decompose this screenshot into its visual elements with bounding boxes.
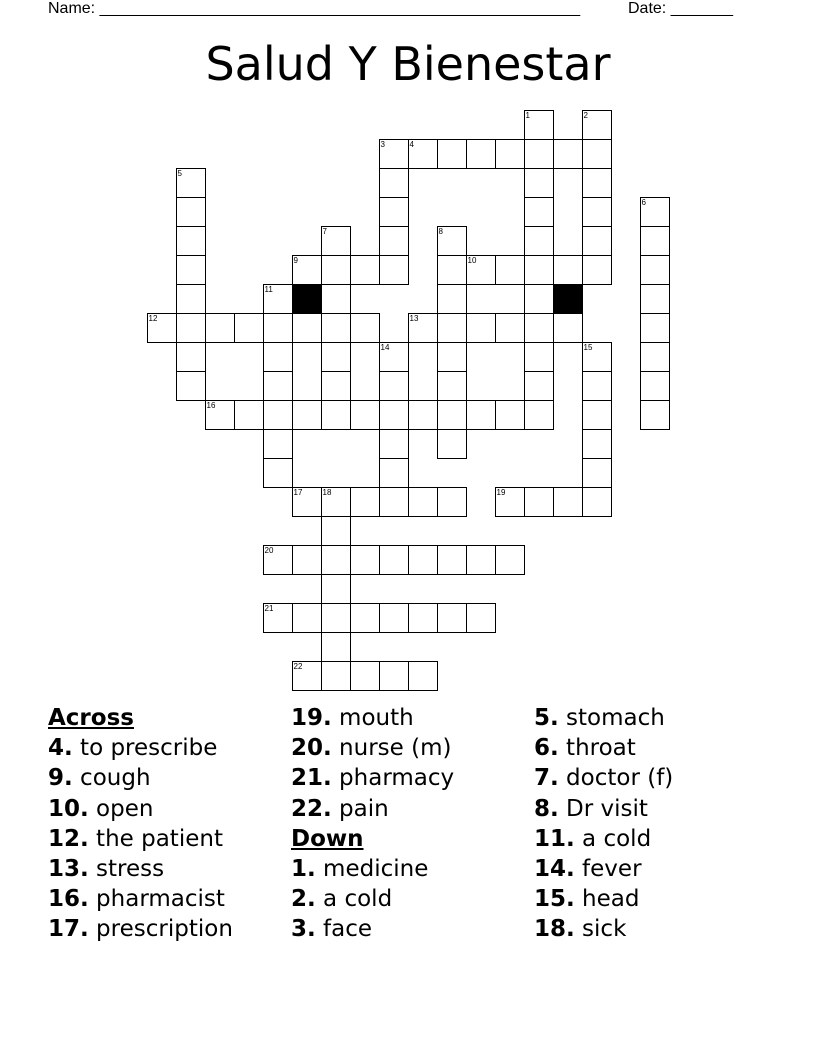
- clue-item-number: 18.: [534, 916, 575, 943]
- clue-item-text: throat: [558, 735, 636, 762]
- clue-item-number: 3.: [291, 916, 316, 943]
- clue-item: [48, 854, 233, 884]
- grid-cell[interactable]: [582, 487, 612, 517]
- grid-cell[interactable]: [292, 603, 322, 633]
- clue-item: [48, 733, 233, 763]
- clue-item-text: doctor (f): [558, 765, 674, 792]
- clue-item-number: 11.: [534, 825, 575, 852]
- clue-item-number: 15.: [534, 886, 575, 913]
- grid-cell[interactable]: [379, 139, 409, 169]
- clue-item: [48, 794, 233, 824]
- page-title: Salud Y Bienestar: [205, 37, 611, 91]
- grid-cell[interactable]: [379, 603, 409, 633]
- grid-cell[interactable]: [524, 487, 554, 517]
- date-field-label[interactable]: Date: _______: [628, 0, 733, 17]
- grid-cell[interactable]: [321, 603, 351, 633]
- grid-cell[interactable]: [176, 197, 206, 227]
- grid-cell[interactable]: [350, 603, 380, 633]
- clue-item-text: medicine: [315, 855, 429, 882]
- clue-item: [48, 884, 233, 914]
- clue-item-number: 17.: [48, 916, 89, 943]
- grid-cell[interactable]: [205, 400, 235, 430]
- name-field-label[interactable]: Name: ______________________________________________________: [48, 0, 581, 17]
- grid-cell[interactable]: [582, 458, 612, 488]
- clue-item-number: 10.: [48, 795, 89, 822]
- clue-column-1: [48, 703, 233, 945]
- grid-cell[interactable]: [640, 226, 670, 256]
- grid-cell[interactable]: [321, 342, 351, 372]
- grid-cell[interactable]: [379, 226, 409, 256]
- grid-cell[interactable]: [524, 371, 554, 401]
- grid-cell[interactable]: [640, 197, 670, 227]
- grid-cell[interactable]: [321, 313, 351, 343]
- grid-cell[interactable]: [495, 487, 525, 517]
- clue-item: [291, 884, 454, 914]
- grid-cell[interactable]: [437, 487, 467, 517]
- clue-heading-text: Across: [48, 705, 134, 731]
- clue-item-number: 1.: [291, 855, 316, 882]
- grid-cell[interactable]: [321, 574, 351, 604]
- grid-cell[interactable]: [379, 168, 409, 198]
- clue-number: 8: [438, 226, 443, 236]
- grid-cell[interactable]: [466, 139, 496, 169]
- clue-column-3: [534, 703, 673, 945]
- clue-item-text: nurse (m): [331, 735, 452, 762]
- grid-cell[interactable]: [640, 313, 670, 343]
- clue-item-text: cough: [72, 765, 151, 792]
- grid-cell[interactable]: [582, 139, 612, 169]
- grid-cell[interactable]: [321, 516, 351, 546]
- clue-number: 10: [467, 255, 477, 265]
- clue-item: [291, 794, 454, 824]
- grid-cell[interactable]: [408, 313, 438, 343]
- grid-cell[interactable]: [292, 400, 322, 430]
- grid-cell[interactable]: [379, 545, 409, 575]
- grid-cell[interactable]: [176, 226, 206, 256]
- clue-item-text: pharmacy: [331, 765, 455, 792]
- grid-cell[interactable]: [553, 487, 583, 517]
- grid-cell[interactable]: [437, 545, 467, 575]
- grid-cell[interactable]: [263, 313, 293, 343]
- clue-number: 6: [641, 197, 646, 207]
- grid-cell[interactable]: [379, 197, 409, 227]
- grid-cell[interactable]: [524, 197, 554, 227]
- clue-item-text: a cold: [574, 825, 652, 852]
- clue-item-number: 7.: [534, 765, 559, 792]
- grid-cell[interactable]: [466, 545, 496, 575]
- clue-number: 15: [583, 342, 593, 352]
- grid-cell[interactable]: [437, 371, 467, 401]
- grid-cell[interactable]: [495, 400, 525, 430]
- grid-cell[interactable]: [176, 255, 206, 285]
- grid-cell[interactable]: [582, 400, 612, 430]
- grid-cell[interactable]: [524, 139, 554, 169]
- grid-cell[interactable]: [640, 342, 670, 372]
- grid-cell[interactable]: [582, 226, 612, 256]
- clue-item-number: 16.: [48, 886, 89, 913]
- clue-item-number: 6.: [534, 735, 559, 762]
- grid-cell[interactable]: [176, 313, 206, 343]
- black-cell: [553, 284, 583, 314]
- grid-cell[interactable]: [263, 371, 293, 401]
- grid-cell[interactable]: [176, 168, 206, 198]
- grid-cell[interactable]: [495, 545, 525, 575]
- grid-cell[interactable]: [408, 400, 438, 430]
- grid-cell[interactable]: [234, 400, 264, 430]
- clue-item-text: open: [88, 795, 154, 822]
- grid-cell[interactable]: [553, 139, 583, 169]
- clue-number: 18: [322, 487, 332, 497]
- grid-cell[interactable]: [379, 400, 409, 430]
- clue-item: [291, 763, 454, 793]
- grid-cell[interactable]: [292, 661, 322, 691]
- clue-item: [534, 854, 673, 884]
- grid-cell[interactable]: [582, 371, 612, 401]
- clue-item-text: stomach: [558, 705, 665, 731]
- grid-cell[interactable]: [292, 487, 322, 517]
- clue-item-text: face: [315, 916, 373, 943]
- grid-cell[interactable]: [176, 371, 206, 401]
- grid-cell[interactable]: [437, 284, 467, 314]
- grid-cell[interactable]: [379, 342, 409, 372]
- grid-cell[interactable]: [408, 545, 438, 575]
- clue-item-text: fever: [574, 855, 642, 882]
- grid-cell[interactable]: [321, 545, 351, 575]
- grid-cell[interactable]: [321, 400, 351, 430]
- grid-cell[interactable]: [437, 226, 467, 256]
- grid-cell[interactable]: [437, 603, 467, 633]
- grid-cell[interactable]: [640, 371, 670, 401]
- clue-item: [291, 703, 454, 733]
- grid-cell[interactable]: [292, 255, 322, 285]
- grid-cell[interactable]: [176, 284, 206, 314]
- clue-item-number: 2.: [291, 886, 316, 913]
- clue-item-text: head: [574, 886, 640, 913]
- grid-cell[interactable]: [524, 226, 554, 256]
- grid-cell[interactable]: [466, 255, 496, 285]
- clue-number: 20: [264, 545, 274, 555]
- clue-number: 12: [148, 313, 158, 323]
- clue-item: [291, 733, 454, 763]
- grid-cell[interactable]: [524, 255, 554, 285]
- grid-cell[interactable]: [495, 255, 525, 285]
- clue-item-text: pharmacist: [88, 886, 225, 913]
- grid-cell[interactable]: [640, 400, 670, 430]
- clue-item-number: 8.: [534, 795, 559, 822]
- grid-cell[interactable]: [321, 226, 351, 256]
- grid-cell[interactable]: [640, 255, 670, 285]
- grid-cell[interactable]: [408, 661, 438, 691]
- clue-item-text: Dr visit: [558, 795, 648, 822]
- clue-heading: [291, 824, 454, 854]
- grid-cell[interactable]: [350, 313, 380, 343]
- grid-cell[interactable]: [379, 487, 409, 517]
- clue-column-2: [291, 703, 454, 945]
- clue-item-number: 9.: [48, 765, 73, 792]
- clue-item-text: a cold: [315, 886, 393, 913]
- grid-cell[interactable]: [524, 400, 554, 430]
- clue-number: 13: [409, 313, 419, 323]
- grid-cell[interactable]: [321, 255, 351, 285]
- clue-number: 17: [293, 487, 303, 497]
- clue-item-number: 14.: [534, 855, 575, 882]
- clue-item-number: 13.: [48, 855, 89, 882]
- clue-number: 9: [293, 255, 298, 265]
- grid-cell[interactable]: [147, 313, 177, 343]
- clue-item: [291, 854, 454, 884]
- grid-cell[interactable]: [408, 139, 438, 169]
- clue-number: 1: [525, 110, 530, 120]
- clue-item-text: prescription: [88, 916, 233, 943]
- clue-number: 21: [264, 603, 274, 613]
- grid-cell[interactable]: [437, 139, 467, 169]
- grid-cell[interactable]: [437, 313, 467, 343]
- grid-cell[interactable]: [379, 661, 409, 691]
- grid-cell[interactable]: [553, 313, 583, 343]
- grid-cell[interactable]: [321, 661, 351, 691]
- grid-cell[interactable]: [524, 342, 554, 372]
- clue-number: 5: [177, 168, 182, 178]
- grid-cell[interactable]: [437, 255, 467, 285]
- clue-item-number: 19.: [291, 705, 332, 731]
- grid-cell[interactable]: [437, 429, 467, 459]
- grid-cell[interactable]: [524, 284, 554, 314]
- clue-item: [291, 914, 454, 944]
- grid-cell[interactable]: [263, 603, 293, 633]
- clue-item-number: 5.: [534, 705, 559, 731]
- grid-cell[interactable]: [582, 342, 612, 372]
- clue-item-text: mouth: [331, 705, 414, 731]
- clue-number: 14: [380, 342, 390, 352]
- grid-cell[interactable]: [437, 400, 467, 430]
- grid-cell[interactable]: [263, 342, 293, 372]
- clue-heading: [48, 703, 233, 733]
- grid-cell[interactable]: [524, 168, 554, 198]
- clue-item: [534, 884, 673, 914]
- grid-cell[interactable]: [379, 371, 409, 401]
- grid-cell[interactable]: [350, 400, 380, 430]
- clue-item: [534, 914, 673, 944]
- grid-cell[interactable]: [582, 197, 612, 227]
- clue-item: [534, 763, 673, 793]
- grid-cell[interactable]: [176, 342, 206, 372]
- clue-number: 2: [583, 110, 588, 120]
- clue-number: 11: [264, 284, 273, 294]
- grid-cell[interactable]: [263, 458, 293, 488]
- grid-cell[interactable]: [524, 110, 554, 140]
- grid-cell[interactable]: [321, 284, 351, 314]
- grid-cell[interactable]: [379, 255, 409, 285]
- clue-item-text: pain: [331, 795, 389, 822]
- grid-cell[interactable]: [292, 545, 322, 575]
- grid-cell[interactable]: [205, 313, 235, 343]
- clue-number: 16: [206, 400, 216, 410]
- clue-number: 3: [380, 139, 385, 149]
- clue-item-text: sick: [574, 916, 627, 943]
- grid-cell[interactable]: [263, 429, 293, 459]
- clue-number: 7: [322, 226, 327, 236]
- grid-cell[interactable]: [263, 400, 293, 430]
- clue-item-number: 12.: [48, 825, 89, 852]
- grid-cell[interactable]: [350, 545, 380, 575]
- clue-heading-text: Down: [291, 825, 364, 852]
- clue-item: [534, 733, 673, 763]
- grid-cell[interactable]: [350, 661, 380, 691]
- clue-number: 4: [409, 139, 414, 149]
- grid-cell[interactable]: [640, 284, 670, 314]
- clue-item: [534, 824, 673, 854]
- grid-cell[interactable]: [263, 284, 293, 314]
- grid-cell[interactable]: [495, 313, 525, 343]
- clue-item: [534, 703, 673, 733]
- black-cell: [292, 284, 322, 314]
- grid-cell[interactable]: [466, 313, 496, 343]
- grid-cell[interactable]: [582, 110, 612, 140]
- grid-cell[interactable]: [466, 400, 496, 430]
- clue-item-text: the patient: [88, 825, 223, 852]
- grid-cell[interactable]: [321, 371, 351, 401]
- clue-item-number: 4.: [48, 735, 73, 762]
- grid-cell[interactable]: [495, 139, 525, 169]
- grid-cell[interactable]: [234, 313, 264, 343]
- grid-cell[interactable]: [437, 342, 467, 372]
- grid-cell[interactable]: [379, 429, 409, 459]
- grid-cell[interactable]: [350, 255, 380, 285]
- clue-item: [48, 914, 233, 944]
- grid-cell[interactable]: [408, 603, 438, 633]
- clue-item-number: 22.: [291, 795, 332, 822]
- grid-cell[interactable]: [321, 487, 351, 517]
- grid-cell[interactable]: [582, 255, 612, 285]
- grid-cell[interactable]: [466, 603, 496, 633]
- clue-item-text: to prescribe: [72, 735, 218, 762]
- clue-number: 22: [293, 661, 303, 671]
- grid-cell[interactable]: [263, 545, 293, 575]
- clue-item: [534, 794, 673, 824]
- clue-item-number: 21.: [291, 765, 332, 792]
- grid-cell[interactable]: [379, 458, 409, 488]
- grid-cell[interactable]: [524, 313, 554, 343]
- grid-cell[interactable]: [582, 429, 612, 459]
- clue-item: [48, 763, 233, 793]
- grid-cell[interactable]: [350, 487, 380, 517]
- grid-cell[interactable]: [553, 255, 583, 285]
- grid-cell[interactable]: [321, 632, 351, 662]
- clue-item: [48, 824, 233, 854]
- grid-cell[interactable]: [582, 168, 612, 198]
- grid-cell[interactable]: [408, 487, 438, 517]
- clue-item-number: 20.: [291, 735, 332, 762]
- clue-item-text: stress: [88, 855, 165, 882]
- grid-cell[interactable]: [292, 313, 322, 343]
- clue-number: 19: [496, 487, 506, 497]
